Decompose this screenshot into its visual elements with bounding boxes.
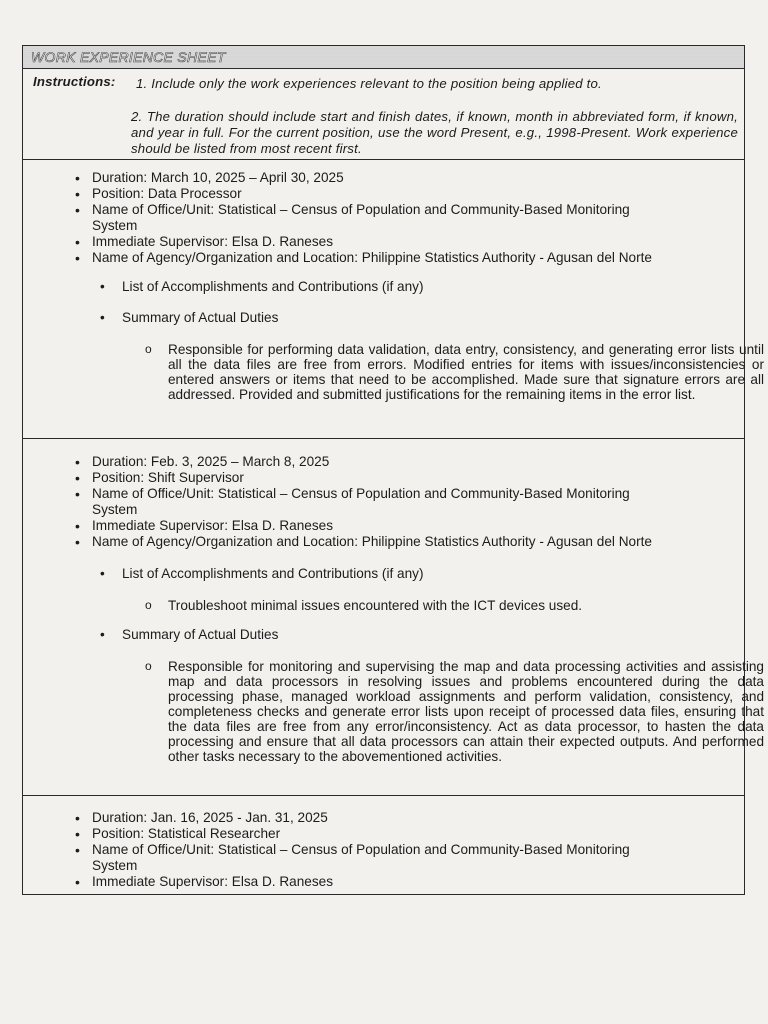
office-label: • Name of Office/Unit: Statistical – Census of Population and Community-Based Monitoring: [92, 202, 630, 217]
entry-fields: [75, 170, 739, 266]
sheet-title: WORK EXPERIENCE SHEET: [31, 49, 226, 65]
work-experience-sheet: [22, 45, 764, 895]
supervisor-field: • Immediate Supervisor: Elsa D. Raneses: [75, 874, 739, 890]
office-label: • Name of Office/Unit: Statistical – Census of Population and Community-Based Monitoring: [92, 486, 630, 501]
duration-field: • Duration: Feb. 3, 2025 – March 8, 2025: [75, 454, 739, 470]
office-field: [75, 202, 739, 234]
supervisor-field: • Immediate Supervisor: Elsa D. Raneses: [75, 234, 739, 250]
entry-fields: [75, 810, 739, 890]
office-continuation: System: [92, 218, 138, 233]
work-entry: [23, 160, 764, 439]
office-field: [75, 842, 739, 874]
agency-field: • Name of Agency/Organization and Location: Philippine Statistics Authority - Agusan del Norte: [75, 250, 739, 266]
instruction-1: 1. Include only the work experiences relevant to the position being applied to.: [136, 76, 602, 91]
accomplishments-label: • List of Accomplishments and Contributions (if any): [100, 566, 423, 581]
agency-field: • Name of Agency/Organization and Location: Philippine Statistics Authority - Agusan del Norte: [75, 534, 739, 550]
position-field: • Position: Statistical Researcher: [75, 826, 739, 842]
work-entry: [23, 439, 764, 796]
position-field: • Position: Data Processor: [75, 186, 739, 202]
duration-field: • Duration: March 10, 2025 – April 30, 2025: [75, 170, 739, 186]
entry-fields: [75, 454, 739, 550]
duties-label: • Summary of Actual Duties: [100, 310, 278, 325]
office-continuation: System: [92, 858, 138, 873]
office-field: [75, 486, 739, 518]
duration-field: • Duration: Jan. 16, 2025 - Jan. 31, 2025: [75, 810, 739, 826]
duties-text: o Responsible for monitoring and supervising the map and data processing activities and assisting map and data processors in resolving issues and problems encountered during the data processing phase, managed workload assignments and perform validation, consistency, and completeness checks and generate error lists upon receipt of processed data files, ensuring that the data files are free from any error/inconsistency. Act as data processor, to hasten the data processing and ensure that all data processors can attain their expected outputs. And performed other tasks necessary to the abovementioned activities.: [142, 659, 764, 764]
instruction-2: 2. The duration should include start and finish dates, if known, month in abbreviated form, if known, and year in full. For the current position, use the word Present, e.g., 1998-Present. Work experience should be listed from most recent first.: [131, 109, 738, 156]
instructions-label: Instructions:: [33, 74, 116, 89]
office-label: • Name of Office/Unit: Statistical – Census of Population and Community-Based Monitoring: [92, 842, 630, 857]
work-entry: [23, 796, 744, 892]
position-field: • Position: Shift Supervisor: [75, 470, 739, 486]
supervisor-field: • Immediate Supervisor: Elsa D. Raneses: [75, 518, 739, 534]
duties-label: • Summary of Actual Duties: [100, 627, 278, 642]
sheet-header: [23, 46, 744, 69]
accomplishments-label: • List of Accomplishments and Contributions (if any): [100, 279, 423, 294]
instructions-section: [23, 69, 744, 160]
office-continuation: System: [92, 502, 138, 517]
duties-text: o Responsible for performing data validation, data entry, consistency, and generating error lists until all the data files are free from errors. Modified entries for items with issues/inconsistencies or entered answers or items that need to be accomplished. Made sure that signature errors are all addressed. Provided and submitted justifications for the remaining items in the error list.: [142, 342, 764, 402]
accomplishment-text: o Troubleshoot minimal issues encountered with the ICT devices used.: [142, 598, 764, 613]
